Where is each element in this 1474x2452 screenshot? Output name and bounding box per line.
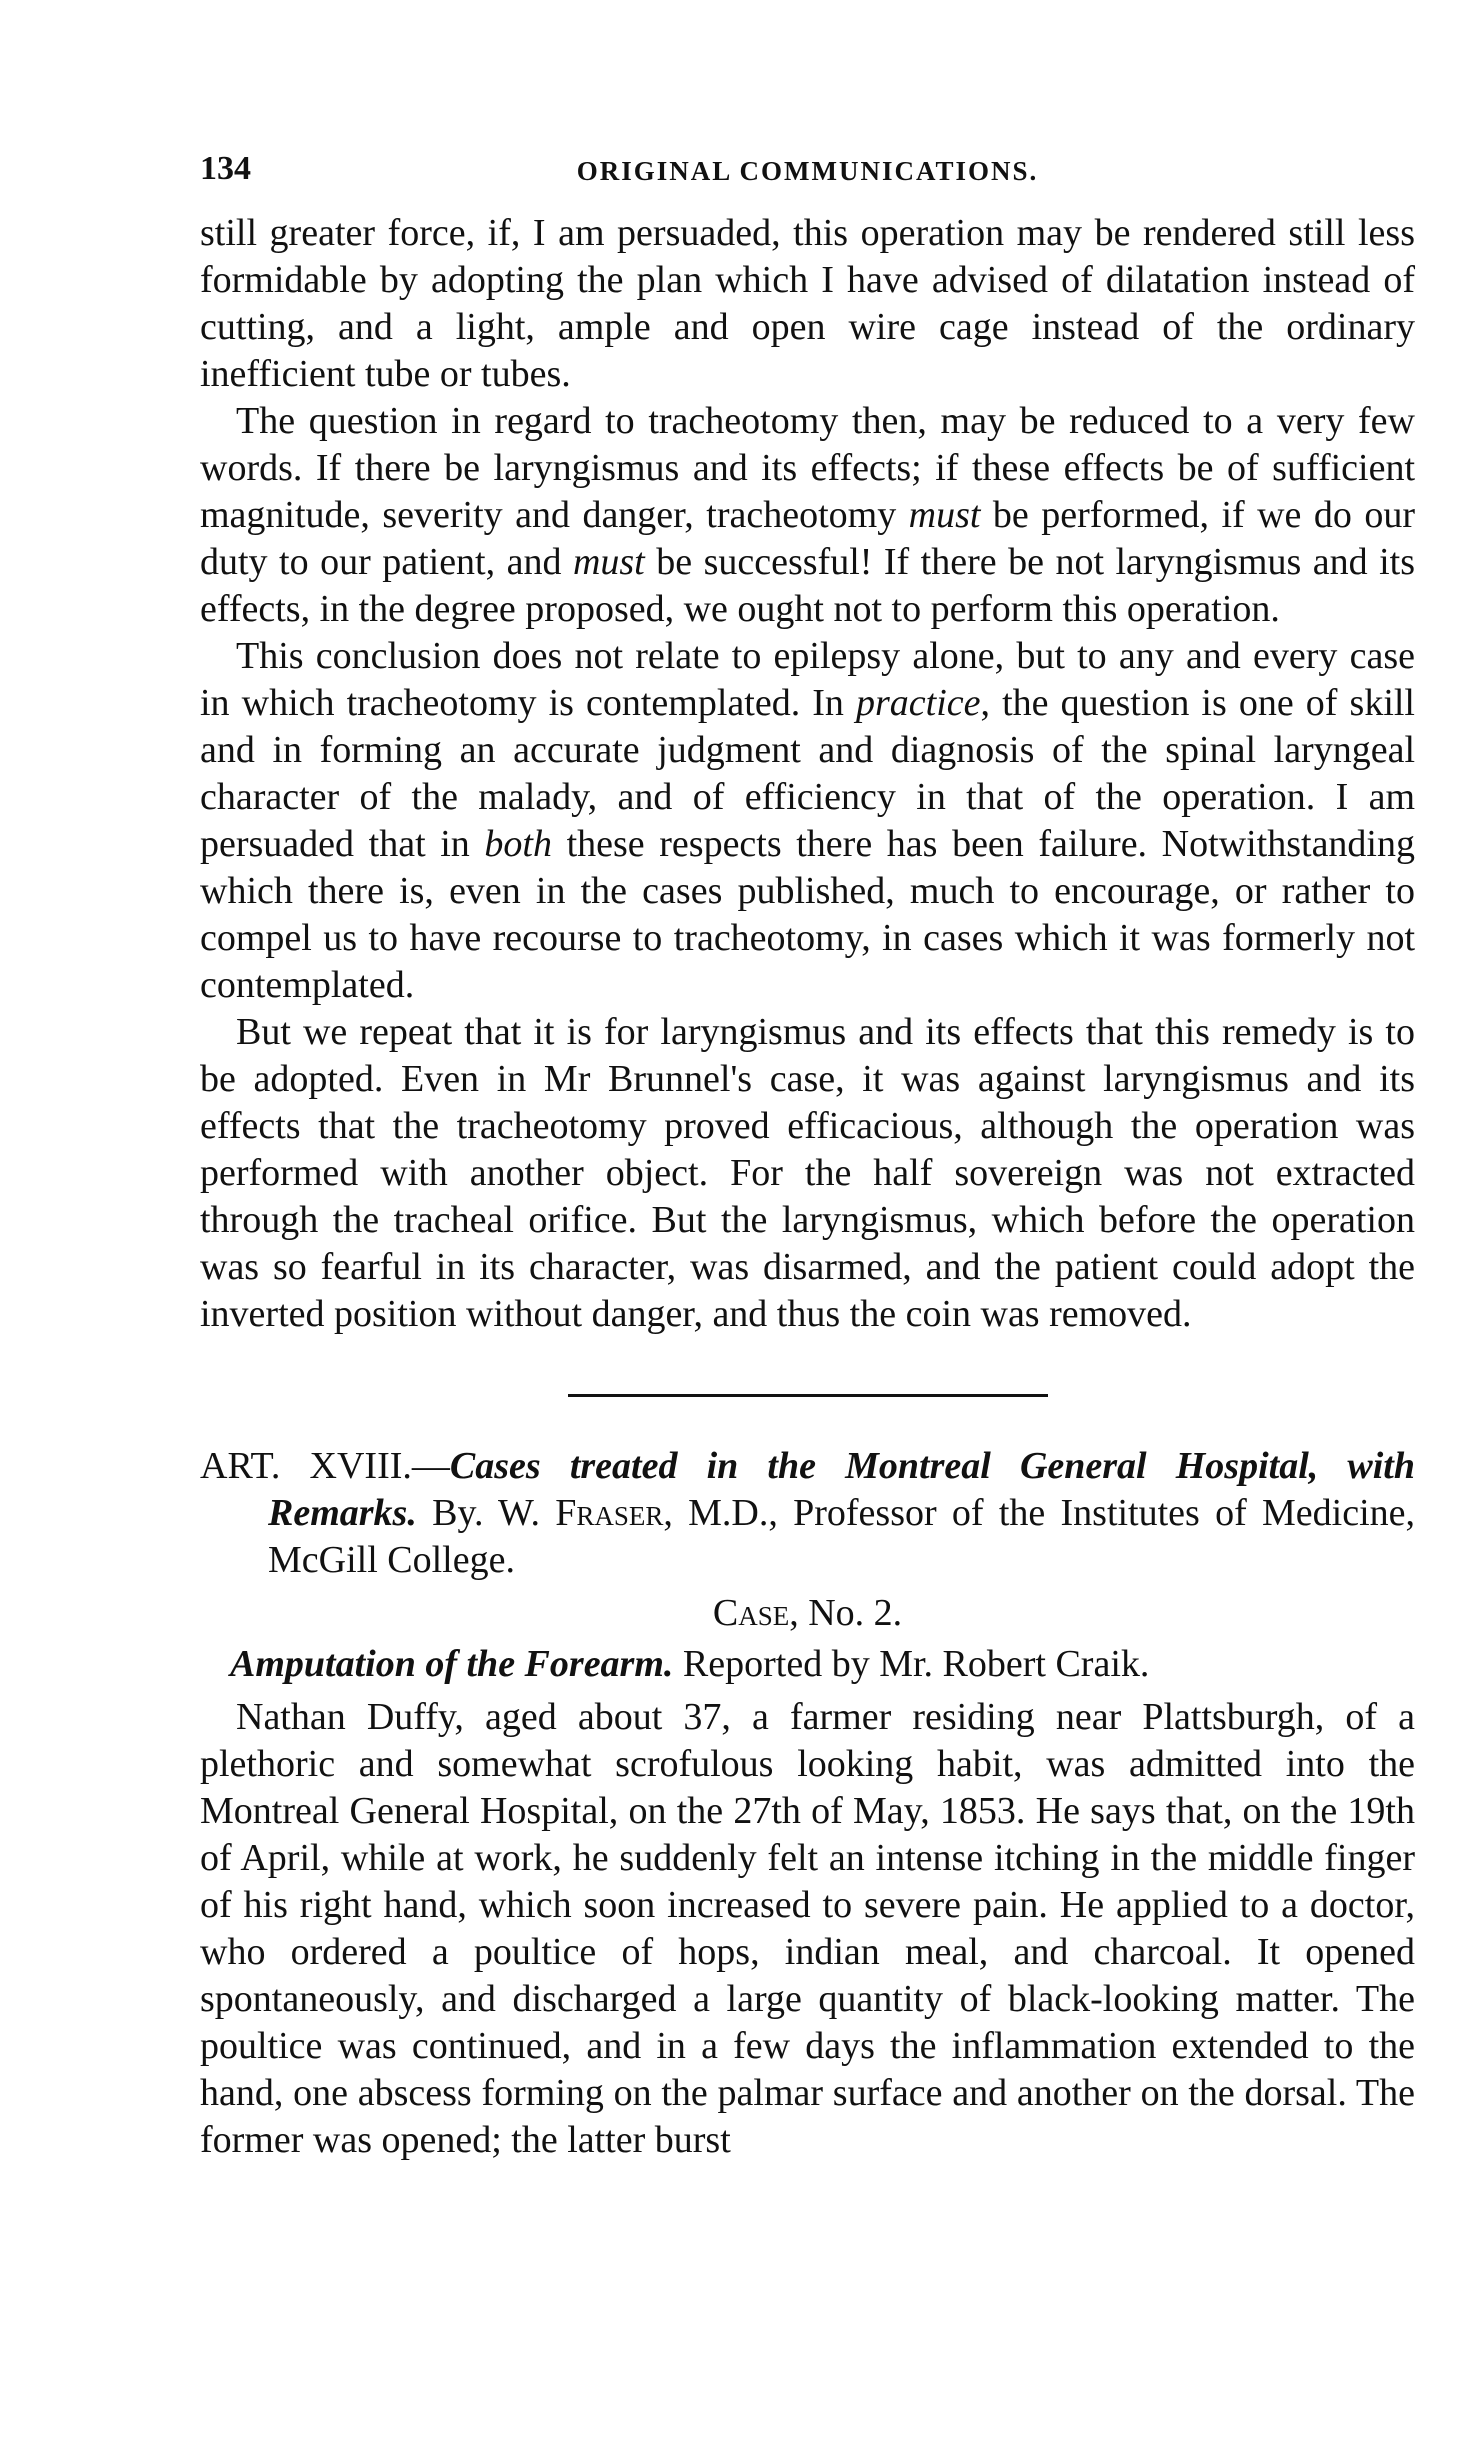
text-segment: , the question is one of skill and in forming an accurate judgment and diagnosis of the spinal laryngeal character of the malady, and of efficiency in that of the operation. I am persuaded that in (200, 682, 1415, 865)
article-by: By. W. (416, 1492, 556, 1534)
case-label: Case (712, 1592, 790, 1634)
text-segment: But we repeat that it is for laryngismus and its effects that this remedy is to be adopted. Even in Mr Brunnel's case, it was against laryngismus and its effects that the tracheotomy proved efficacious, although the operation was performed with another object. For the half sovereign was not extracted through the tracheal orifice. But the laryngismus, which before the operation was so fearful in its character, was disarmed, and the patient could adopt the inverted position without danger, and thus the coin was removed. (200, 1011, 1415, 1335)
case-paragraph: Nathan Duffy, aged about 37, a farmer residing near Plattsburgh, of a plethoric and somewhat scrofulous looking habit, was admitted into the Montreal General Hospital, on the 27th of May, 1853. He says that, on the 19th of April, while at work, he suddenly felt an intense itching in the middle finger of his right hand, which soon increased to severe pain. He applied to a doctor, who ordered a poultice of hops, indian meal, and charcoal. It opened spontaneously, and discharged a large quantity of black-looking matter. The poultice was continued, and in a few days the inflammation extended to the hand, one abscess forming on the palmar surface and another on the dorsal. The former was opened; the latter burst (200, 1696, 1415, 2161)
text-segment: be successful! If there be not laryngismus and its effects, in the degree proposed, we ought not to perform this operation. (200, 541, 1415, 630)
article-heading (200, 1443, 1415, 1584)
emphasized-text: must (572, 541, 645, 583)
body-paragraph (200, 1009, 1415, 1338)
section-divider (568, 1394, 1048, 1397)
article-dash: — (411, 1445, 450, 1487)
running-head (200, 150, 1415, 210)
emphasized-text: practice (856, 682, 981, 724)
case-title: Amputation of the Forearm. (230, 1643, 674, 1685)
page-number: 134 (200, 150, 251, 187)
case-subheading (200, 1641, 1415, 1688)
case-reporter: Reported by Mr. Robert Craik. (673, 1643, 1150, 1685)
emphasized-text: both (484, 823, 552, 865)
article-label: ART. XVIII. (200, 1445, 412, 1487)
case-number-value: , No. 2. (789, 1592, 903, 1634)
body-paragraph (200, 398, 1415, 633)
text-segment: The question in regard to tracheotomy then, may be reduced to a very few words. If there be laryngismus and its effects; if these effects be of sufficient magnitude, severity and danger, tracheotomy (200, 400, 1415, 536)
case-number (200, 1590, 1415, 1637)
body-paragraph (200, 210, 1415, 398)
text-segment: these respects there has been failure. Notwithstanding which there is, even in the cases published, much to encourage, or rather to compel us to have recourse to tracheotomy, in cases which it was formerly not contemplated. (200, 823, 1415, 1006)
text-segment: still greater force, if, I am persuaded, this operation may be rendered still less formidable by adopting the plan which I have advised of dilatation instead of cutting, and a light, ample and open wire cage instead of the ordinary inefficient tube or tubes. (200, 212, 1415, 395)
document-page (200, 150, 1415, 2164)
article-title: Cases treated in the Montreal General Hospital, with Remarks. (268, 1445, 1415, 1534)
body-text (200, 210, 1415, 1338)
emphasized-text: must (908, 494, 981, 536)
body-paragraph (200, 633, 1415, 1009)
article-author: Fraser (555, 1492, 664, 1534)
text-segment: This conclusion does not relate to epilepsy alone, but to any and every case in which tracheotomy is contemplated. In (200, 635, 1415, 724)
text-segment: be performed, if we do our duty to our patient, and (200, 494, 1415, 583)
running-head-title: ORIGINAL COMMUNICATIONS. (576, 156, 1039, 186)
article-credentials: , M.D., Professor of the Institutes of Medicine, McGill College. (268, 1492, 1415, 1581)
